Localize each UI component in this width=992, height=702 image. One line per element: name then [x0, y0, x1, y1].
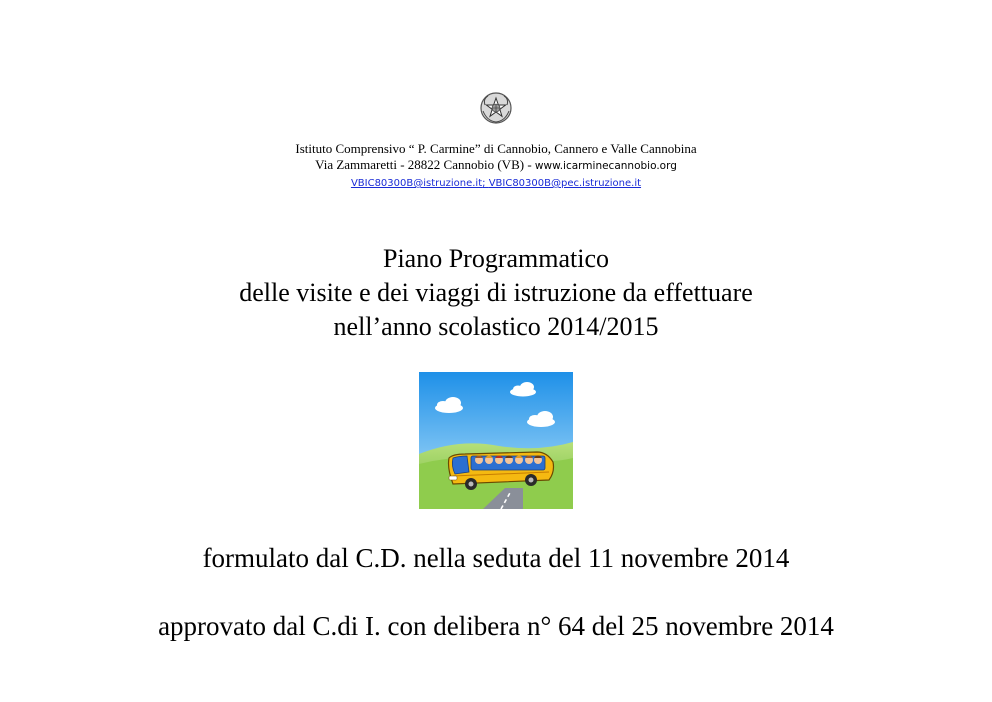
document-title-line2: delle visite e dei viaggi di istruzione da effettuare: [239, 278, 753, 307]
italian-republic-emblem-icon: [479, 91, 513, 125]
school-bus-trip-illustration: [419, 372, 573, 509]
document-title-line1: Piano Programmatico: [382, 244, 609, 273]
document-title-line3: nell’anno scolastico 2014/2015: [333, 312, 659, 341]
institute-address: [0, 157, 992, 174]
email-link-istruzione[interactable]: VBIC80300B@istruzione.it: [350, 178, 483, 189]
formulation-note: formulato dal C.D. nella seduta del 11 novembre 2014: [202, 543, 790, 573]
website-text: www.icarminecannobio.org: [534, 160, 677, 172]
institute-name: Istituto Comprensivo “ P. Carmine” di Cannobio, Cannero e Valle Cannobina: [295, 141, 697, 156]
email-separator: ;: [482, 178, 489, 189]
approval-note: approvato dal C.di I. con delibera n° 64 del 25 novembre 2014: [158, 611, 834, 641]
email-line: [0, 174, 992, 192]
address-text: Via Zammaretti - 28822 Cannobio (VB) -: [315, 157, 535, 172]
email-link-pec[interactable]: VBIC80300B@pec.istruzione.it: [488, 178, 642, 189]
